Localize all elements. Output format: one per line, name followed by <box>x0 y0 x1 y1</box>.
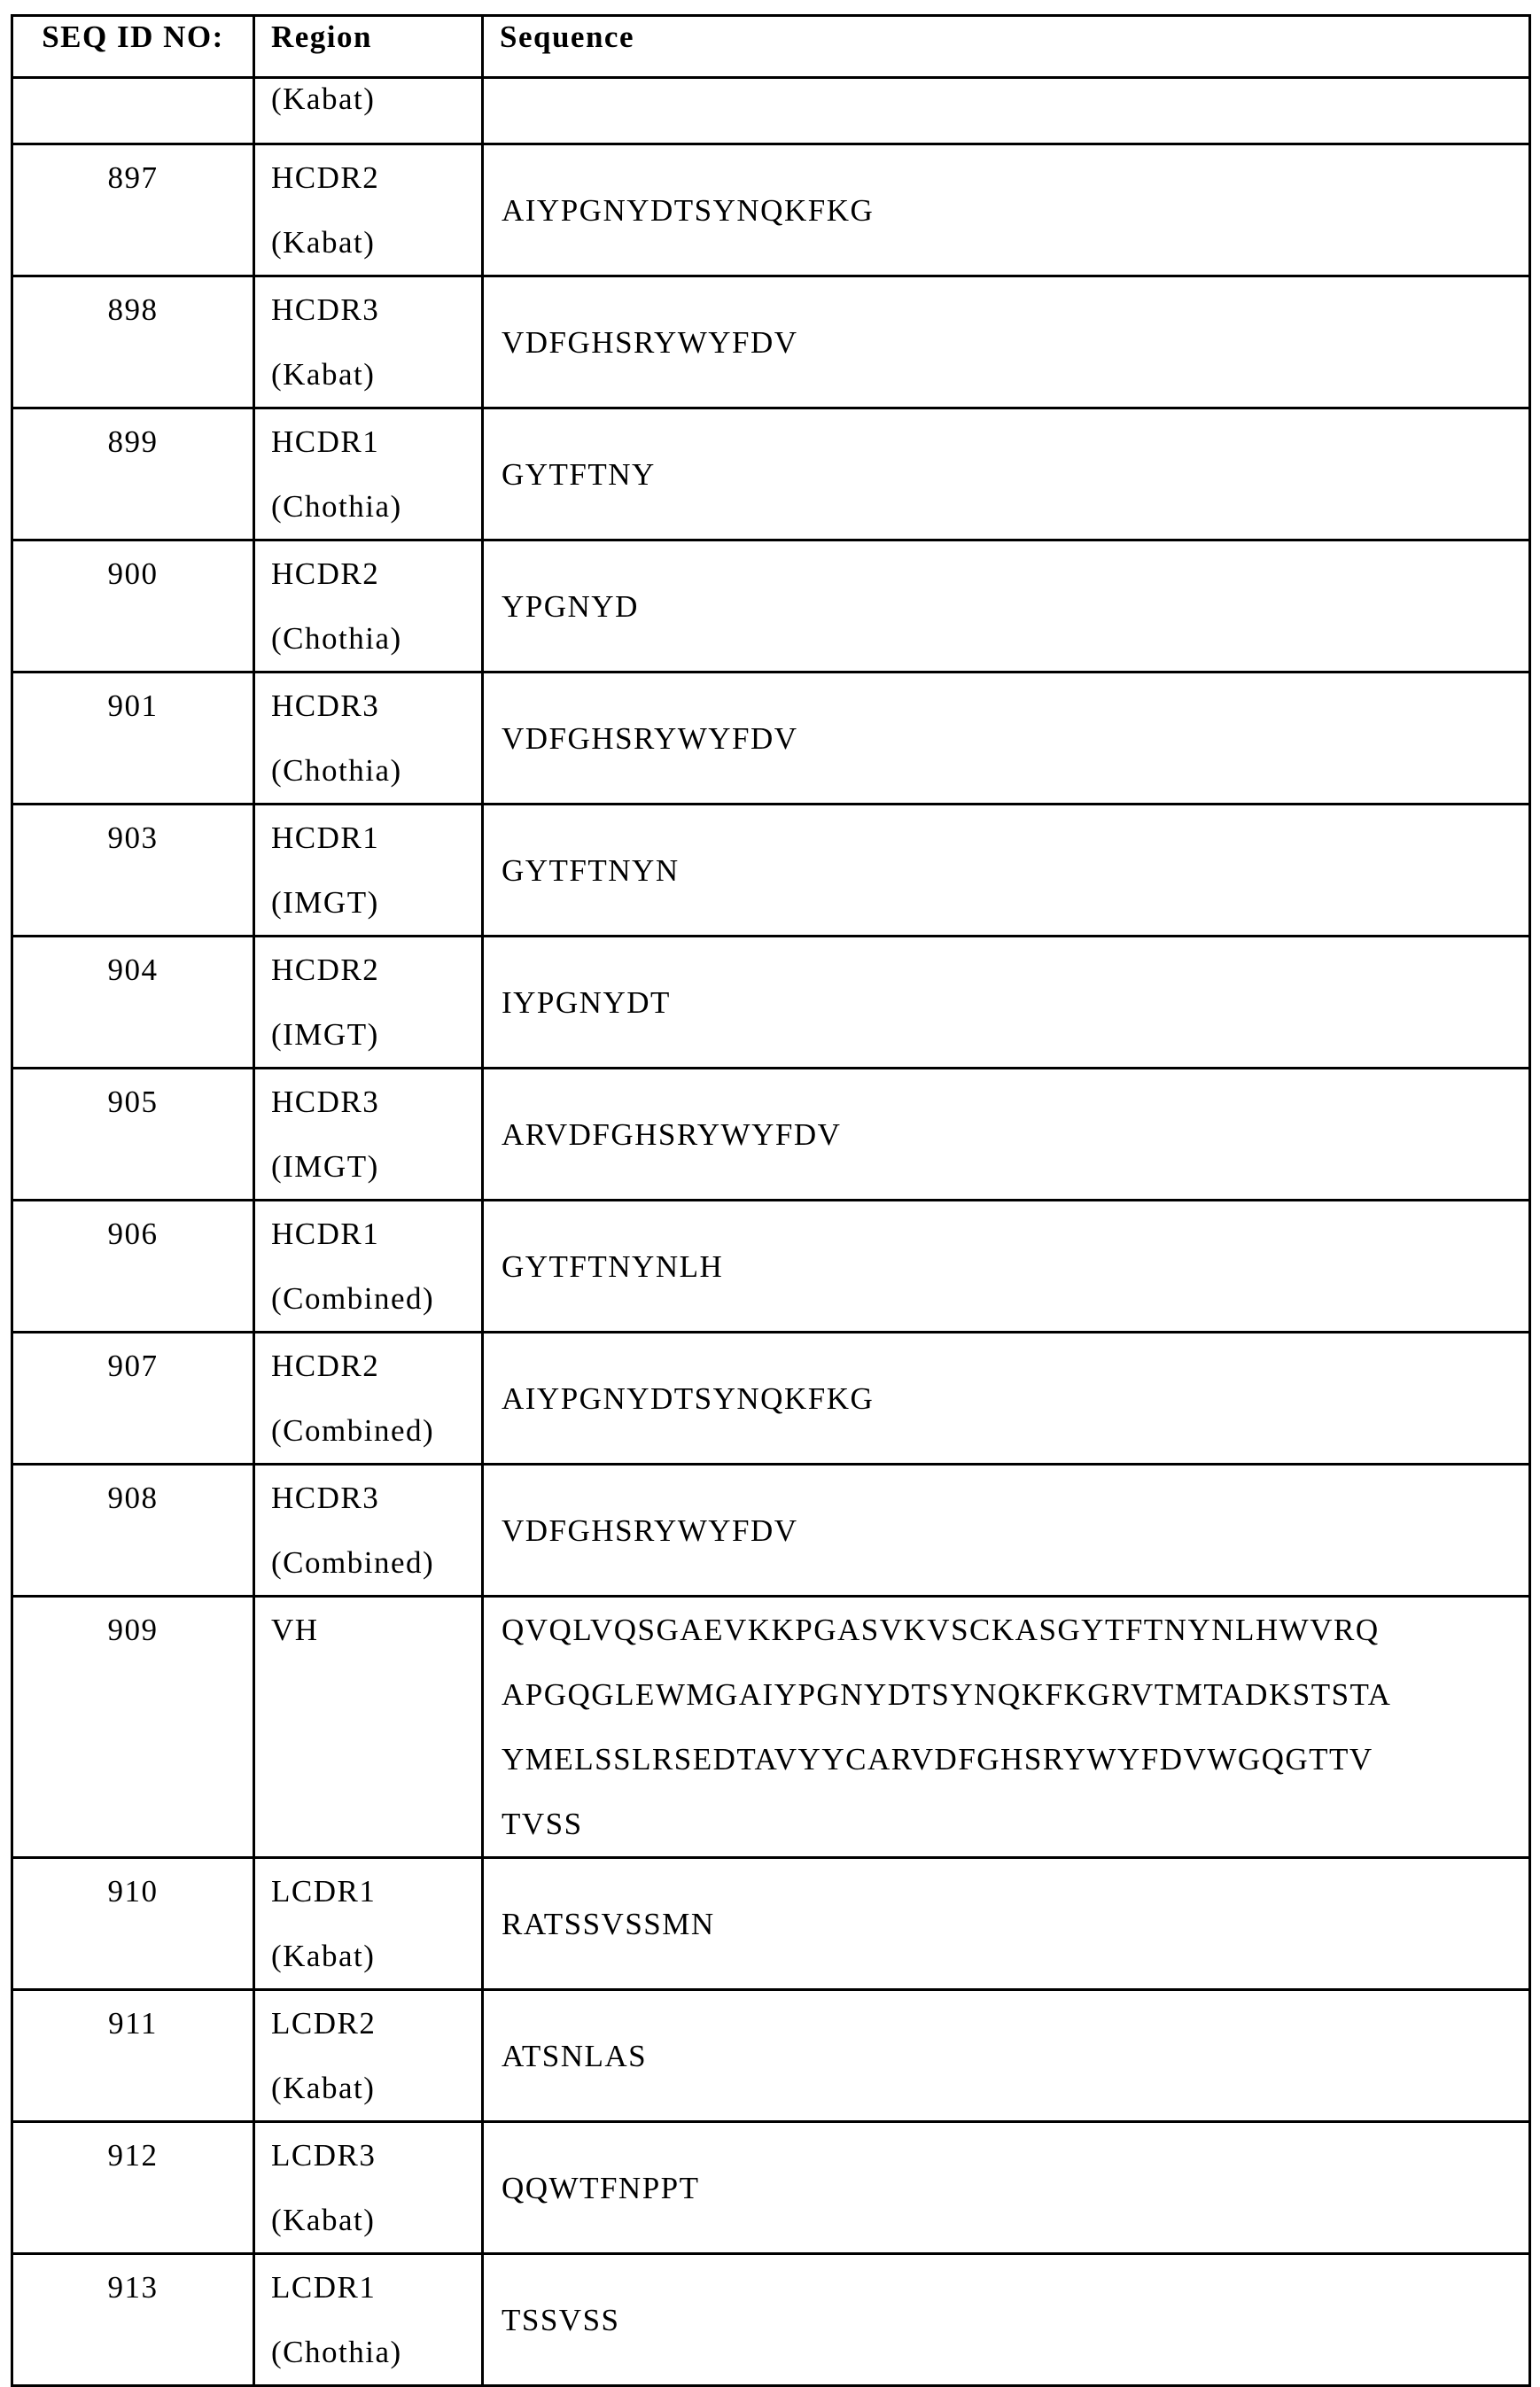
numbering-scheme: (IMGT) <box>271 1134 481 1199</box>
sequence-cell: TSSVSS <box>483 2254 1530 2386</box>
seq-id-cell: 910 <box>12 1858 254 1990</box>
region-cell: (Kabat) <box>254 78 483 144</box>
sequence-cell: VDFGHSRYWYFDV <box>483 1465 1530 1597</box>
region-name: HCDR2 <box>271 1333 481 1398</box>
seq-id-cell: 912 <box>12 2122 254 2254</box>
sequence-cell: ARVDFGHSRYWYFDV <box>483 1069 1530 1201</box>
region-name: HCDR3 <box>271 277 481 342</box>
seq-id-cell: 909 <box>12 1597 254 1858</box>
region-name: HCDR1 <box>271 805 481 870</box>
sequence-cell: AIYPGNYDTSYNQKFKG <box>483 1333 1530 1465</box>
seq-id-cell: 913 <box>12 2254 254 2386</box>
seq-id-cell: 904 <box>12 937 254 1069</box>
sequence-cell: ATSNLAS <box>483 1990 1530 2122</box>
header-region: Region <box>254 16 483 78</box>
table-row <box>12 144 1530 276</box>
table-row <box>12 1333 1530 1465</box>
numbering-scheme: (Kabat) <box>271 342 481 407</box>
numbering-scheme: (Kabat) <box>271 2056 481 2120</box>
numbering-scheme: (Combined) <box>271 1530 481 1595</box>
table-row <box>12 805 1530 937</box>
numbering-scheme: (Kabat) <box>271 2188 481 2252</box>
sequence-cell: GYTFTNYNLH <box>483 1201 1530 1333</box>
table-row <box>12 1069 1530 1201</box>
region-name: LCDR1 <box>271 1859 481 1924</box>
table-row <box>12 540 1530 673</box>
region-name: LCDR3 <box>271 2123 481 2188</box>
sequence-cell: GYTFTNYN <box>483 805 1530 937</box>
region-cell <box>254 276 483 408</box>
region-cell <box>254 2122 483 2254</box>
table-row-vh <box>12 1597 1530 1858</box>
numbering-scheme: (Combined) <box>271 1398 481 1463</box>
region-cell <box>254 805 483 937</box>
table-row <box>12 937 1530 1069</box>
region-cell <box>254 1858 483 1990</box>
region-name: HCDR1 <box>271 1201 481 1266</box>
region-cell <box>254 937 483 1069</box>
numbering-scheme: (Kabat) <box>271 210 481 275</box>
seq-id-cell: 901 <box>12 673 254 805</box>
region-name: LCDR1 <box>271 2255 481 2320</box>
table-row <box>12 1858 1530 1990</box>
region-name: LCDR2 <box>271 1991 481 2056</box>
seq-id-cell: 906 <box>12 1201 254 1333</box>
seq-id-cell: 911 <box>12 1990 254 2122</box>
region-name: HCDR2 <box>271 145 481 210</box>
seq-id-cell: 898 <box>12 276 254 408</box>
region-cell <box>254 1333 483 1465</box>
sequence-cell: QQWTFNPPT <box>483 2122 1530 2254</box>
region-cell <box>254 144 483 276</box>
table-row <box>12 1201 1530 1333</box>
table-row <box>12 1465 1530 1597</box>
region-name: HCDR3 <box>271 1069 481 1134</box>
table-row <box>12 673 1530 805</box>
sequence-line: APGQGLEWMGAIYPGNYDTSYNQKFKGRVTMTADKSTSTA <box>502 1662 1528 1727</box>
sequence-cell: RATSSVSSMN <box>483 1858 1530 1990</box>
sequence-cell: IYPGNYDT <box>483 937 1530 1069</box>
region-cell <box>254 1201 483 1333</box>
header-sequence: Sequence <box>483 16 1530 78</box>
numbering-scheme: (IMGT) <box>271 1002 481 1067</box>
sequence-line: QVQLVQSGAEVKKPGASVKVSCKASGYTFTNYNLHWVRQ <box>502 1598 1528 1662</box>
seq-id-cell: 903 <box>12 805 254 937</box>
region-cell <box>254 540 483 673</box>
header-seq-id: SEQ ID NO: <box>12 16 254 78</box>
sequence-line: YMELSSLRSEDTAVYYCARVDFGHSRYWYFDVWGQGTTV <box>502 1727 1528 1792</box>
table-row <box>12 408 1530 540</box>
sequence-cell <box>483 78 1530 144</box>
region-cell <box>254 673 483 805</box>
numbering-scheme: (IMGT) <box>271 870 481 935</box>
numbering-scheme: (Chothia) <box>271 2320 481 2384</box>
table-row <box>12 1990 1530 2122</box>
region-name: HCDR3 <box>271 673 481 738</box>
region-cell <box>254 1465 483 1597</box>
numbering-scheme: (Chothia) <box>271 738 481 803</box>
numbering-scheme: (Kabat) <box>271 1924 481 1988</box>
sequence-cell: AIYPGNYDTSYNQKFKG <box>483 144 1530 276</box>
sequence-cell <box>483 1597 1530 1858</box>
table-row <box>12 276 1530 408</box>
numbering-scheme: (Combined) <box>271 1266 481 1331</box>
sequence-line: TVSS <box>502 1792 1528 1856</box>
sequence-cell: YPGNYD <box>483 540 1530 673</box>
table-row <box>12 2122 1530 2254</box>
region-name: HCDR1 <box>271 409 481 474</box>
sequence-cell: VDFGHSRYWYFDV <box>483 673 1530 805</box>
region-name: HCDR2 <box>271 541 481 606</box>
region-cell <box>254 2254 483 2386</box>
header-row <box>12 16 1530 78</box>
numbering-scheme: (Chothia) <box>271 474 481 539</box>
region-cell <box>254 408 483 540</box>
numbering-scheme: (Chothia) <box>271 606 481 671</box>
continued-row <box>12 78 1530 144</box>
sequence-table <box>11 14 1531 2387</box>
table-row <box>12 2254 1530 2386</box>
seq-id-cell: 900 <box>12 540 254 673</box>
seq-id-cell: 907 <box>12 1333 254 1465</box>
seq-id-cell <box>12 78 254 144</box>
seq-id-cell: 905 <box>12 1069 254 1201</box>
seq-id-cell: 899 <box>12 408 254 540</box>
region-cell <box>254 1990 483 2122</box>
seq-id-cell: 897 <box>12 144 254 276</box>
sequence-cell: GYTFTNY <box>483 408 1530 540</box>
region-cell <box>254 1069 483 1201</box>
sequence-cell: VDFGHSRYWYFDV <box>483 276 1530 408</box>
region-cell: VH <box>254 1597 483 1858</box>
seq-id-cell: 908 <box>12 1465 254 1597</box>
region-name: HCDR3 <box>271 1466 481 1530</box>
region-name: HCDR2 <box>271 937 481 1002</box>
